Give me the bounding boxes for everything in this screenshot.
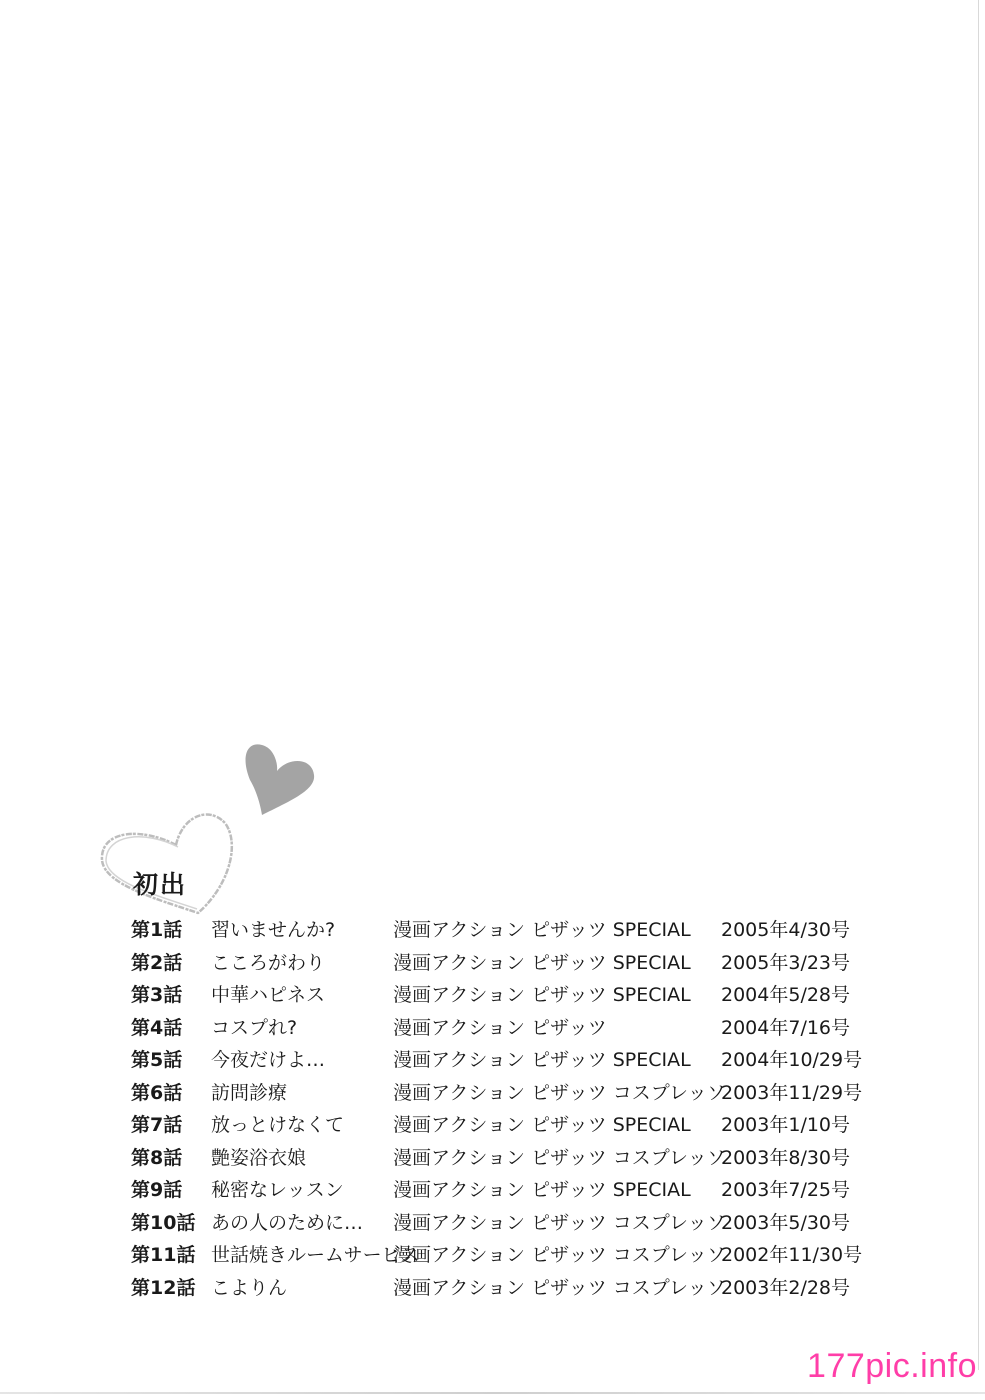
magazine-name: 漫画アクション ピザッツ コスプレッソ <box>393 1211 726 1234</box>
credits-list <box>131 914 911 1304</box>
episode-number: 第6話 <box>131 1081 183 1104</box>
episode-title: こころがわり <box>211 951 326 974</box>
magazine-name: 漫画アクション ピザッツ SPECIAL <box>393 1114 691 1136</box>
issue-date: 2003年8/30号 <box>721 1146 851 1169</box>
episode-number: 第8話 <box>131 1146 183 1169</box>
list-item <box>131 1207 911 1240</box>
episode-title: 習いませんか? <box>211 919 336 941</box>
page-edge-bottom <box>0 1392 985 1394</box>
issue-date: 2004年10/29号 <box>721 1049 863 1071</box>
issue-date: 2003年2/28号 <box>721 1276 851 1299</box>
magazine-name: 漫画アクション ピザッツ コスプレッソ <box>393 1276 726 1299</box>
episode-number: 第3話 <box>131 984 183 1006</box>
issue-date: 2004年5/28号 <box>721 984 851 1006</box>
episode-title: 中華ハピネス <box>211 984 326 1006</box>
issue-date: 2004年7/16号 <box>721 1016 851 1039</box>
list-item <box>131 947 911 980</box>
episode-number: 第11話 <box>131 1244 196 1266</box>
list-item <box>131 1044 911 1077</box>
episode-number: 第10話 <box>131 1211 196 1234</box>
magazine-name: 漫画アクション ピザッツ SPECIAL <box>393 919 691 941</box>
episode-title: 艶姿浴衣娘 <box>211 1146 307 1169</box>
list-item <box>131 1239 911 1272</box>
hearts-decoration <box>90 735 330 915</box>
list-item <box>131 914 911 947</box>
magazine-name: 漫画アクション ピザッツ コスプレッソ <box>393 1081 726 1104</box>
episode-number: 第2話 <box>131 951 183 974</box>
list-item <box>131 1109 911 1142</box>
issue-date: 2005年3/23号 <box>721 951 851 974</box>
episode-title: こよりん <box>211 1276 288 1299</box>
issue-date: 2005年4/30号 <box>721 919 851 941</box>
episode-number: 第1話 <box>131 919 183 941</box>
list-item <box>131 1012 911 1045</box>
episode-title: あの人のために… <box>211 1211 364 1234</box>
episode-title: 今夜だけよ… <box>211 1049 326 1071</box>
list-item <box>131 1272 911 1305</box>
magazine-name: 漫画アクション ピザッツ コスプレッソ <box>393 1146 726 1169</box>
issue-date: 2002年11/30号 <box>721 1244 863 1266</box>
magazine-name: 漫画アクション ピザッツ SPECIAL <box>393 1049 691 1071</box>
issue-date: 2003年1/10号 <box>721 1114 851 1136</box>
episode-number: 第9話 <box>131 1179 183 1201</box>
magazine-name: 漫画アクション ピザッツ SPECIAL <box>393 984 691 1006</box>
episode-title: 世話焼きルームサービス <box>211 1244 420 1266</box>
episode-number: 第12話 <box>131 1276 196 1299</box>
issue-date: 2003年7/25号 <box>721 1179 851 1201</box>
episode-title: 放っとけなくて <box>211 1114 345 1136</box>
list-item <box>131 1174 911 1207</box>
episode-title: コスプれ? <box>211 1016 298 1039</box>
episode-number: 第4話 <box>131 1016 183 1039</box>
watermark-link[interactable]: 177pic.info <box>807 1347 977 1385</box>
section-title: 初出 <box>133 870 188 899</box>
magazine-name: 漫画アクション ピザッツ SPECIAL <box>393 1179 691 1201</box>
list-item <box>131 979 911 1012</box>
episode-title: 秘密なレッスン <box>211 1179 344 1201</box>
episode-title: 訪問診療 <box>211 1081 288 1104</box>
episode-number: 第5話 <box>131 1049 183 1071</box>
episode-number: 第7話 <box>131 1114 183 1136</box>
issue-date: 2003年5/30号 <box>721 1211 851 1234</box>
magazine-name: 漫画アクション ピザッツ コスプレッソ <box>393 1244 726 1266</box>
list-item <box>131 1077 911 1110</box>
magazine-name: 漫画アクション ピザッツ <box>393 1016 607 1039</box>
magazine-name: 漫画アクション ピザッツ SPECIAL <box>393 951 691 974</box>
page-edge-right <box>978 0 979 1370</box>
heart-filled-icon <box>246 744 315 815</box>
issue-date: 2003年11/29号 <box>721 1081 863 1104</box>
list-item <box>131 1142 911 1175</box>
